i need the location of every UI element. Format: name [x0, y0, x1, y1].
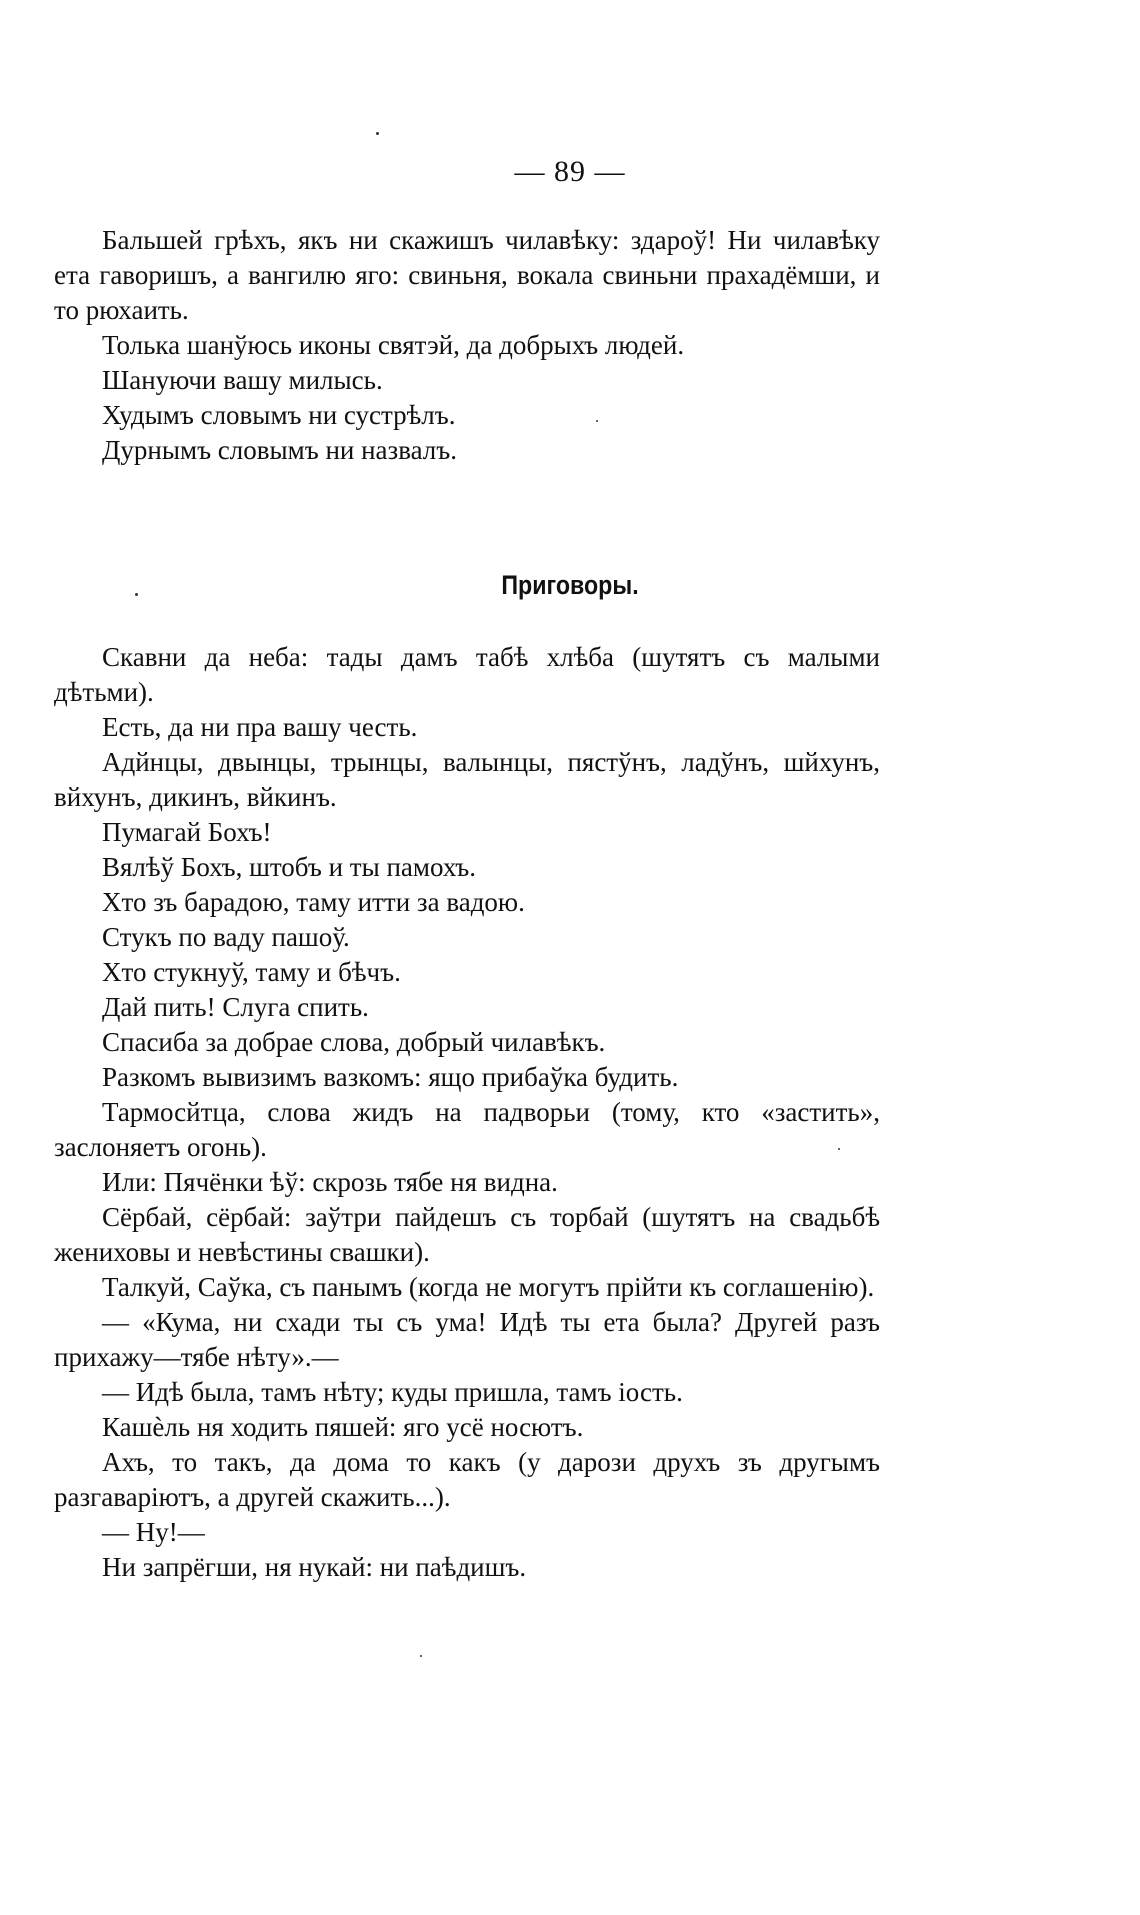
paragraph: Стукъ по ваду пашоў. [102, 922, 350, 952]
paragraph: Есть, да ни пра вашу честь. [102, 712, 418, 742]
paragraph: Бальшей грѣхъ, якъ ни скажишъ чилавѣку: здароў! Ни чилавѣку ета гаворишъ, а вангилю яго: свиньня, вокала свиньни прахадёмши, и то рюхаить. [54, 225, 880, 325]
print-speck [596, 420, 598, 422]
paragraph: Ни запрёгши, ня нукай: ни паѣдишъ. [102, 1552, 527, 1582]
main-text-block [54, 640, 880, 1585]
paragraph: Толька шанўюсь иконы святэй, да добрыхъ людей. [102, 330, 685, 360]
section-heading: Приговоры. [501, 570, 639, 600]
paragraph: Хто зъ барадою, таму итти за вадою. [102, 887, 525, 917]
top-text-block [54, 223, 880, 468]
paragraph: — Ну!— [102, 1517, 205, 1547]
paragraph: Сёрбай, сёрбай: заўтри пайдешъ съ торбай (шутятъ на свадьбѣ жениховы и невѣстины свашки). [54, 1202, 880, 1267]
paragraph: Тармосйтца, слова жидъ на падворьи (тому, кто «застить», заслоняетъ огонь). [54, 1097, 880, 1162]
paragraph: Шануючи вашу милысь. [102, 365, 383, 395]
paragraph: Спасиба за добрае слова, добрый чилавѣкъ. [102, 1027, 606, 1057]
paragraph: — Идѣ была, тамъ нѣту; куды пришла, тамъ іость. [102, 1377, 683, 1407]
paragraph: Худымъ словымъ ни сустрѣлъ. [102, 400, 456, 430]
page-number: — 89 — [514, 155, 626, 188]
paragraph: — «Кума, ни схади ты съ ума! Идѣ ты ета была? Другей разъ прихажу—тябе нѣту».— [54, 1307, 880, 1372]
paragraph: Скавни да неба: тады дамъ табѣ хлѣба (шутятъ съ малыми дѣтьми). [54, 642, 880, 707]
paragraph: Хто стукнуў, таму и бѣчъ. [102, 957, 401, 987]
paragraph: Дурнымъ словымъ ни назвалъ. [102, 435, 457, 465]
paragraph: Или: Пячёнки ѣў: скрозь тябе ня видна. [102, 1167, 558, 1197]
print-speck [838, 1148, 840, 1150]
paragraph: Кашѐль ня ходить пяшей: яго усё носютъ. [102, 1412, 584, 1442]
paragraph: Дай пить! Слуга спить. [102, 992, 369, 1022]
paragraph: Вялѣў Бохъ, штобъ и ты памохъ. [102, 852, 477, 882]
print-speck [376, 132, 379, 135]
paragraph: Ахъ, то такъ, да дома то какъ (у дарози друхъ зъ другымъ разгаваріютъ, а другей скажить...). [54, 1447, 880, 1512]
paragraph: Адйнцы, двынцы, трынцы, валынцы, пястўнъ, ладўнъ, шйхунъ, вйхунъ, дикинъ, вйкинъ. [54, 747, 880, 812]
paragraph: Разкомъ вывизимъ вазкомъ: ящо прибаўка будить. [102, 1062, 679, 1092]
paragraph: Талкуй, Саўка, съ панымъ (когда не могутъ прійти къ соглашенію). [102, 1272, 875, 1302]
paragraph: Пумагай Бохъ! [102, 817, 272, 847]
print-speck [420, 1655, 422, 1657]
print-speck [135, 593, 138, 596]
